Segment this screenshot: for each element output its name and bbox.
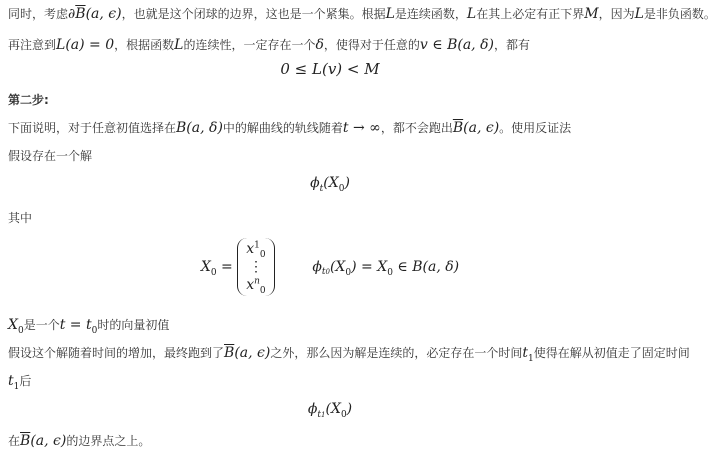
equation-1: 0 ≤ L(v) < M (280, 60, 380, 78)
math-closed-ball: $\overline{B}(a$, ϵ) (452, 120, 500, 136)
math-M: M (584, 6, 599, 22)
text: 。使用反证法 (499, 121, 572, 135)
paragraph-line-8 (8, 373, 32, 392)
math-boundary: $\partial\overline{B}(a$, ϵ) (68, 6, 122, 22)
paragraph-line-3 (8, 121, 571, 135)
math-t-eq-t0: $t = t_0$ (59, 317, 98, 336)
text: ，因为 (598, 7, 635, 21)
text: 的连续性，一定存在一个 (183, 38, 316, 52)
math-t1: $t_1$ (522, 345, 534, 364)
text: 是连续函数， (394, 7, 467, 21)
paragraph-line-1 (8, 7, 716, 21)
text: 假设这个解随着时间的增加，最终跑到了 (8, 346, 225, 360)
paragraph-line-2 (8, 38, 530, 52)
math-closed-ball: $\overline{B}(a$, ϵ) (224, 345, 271, 361)
paragraph-line-7 (8, 345, 690, 364)
text: 同时，考虑 (8, 7, 69, 21)
text: ，根据函数 (114, 38, 175, 52)
math-L: L (466, 6, 477, 22)
text: 在其上必定有正下界 (476, 7, 585, 21)
math-closed-ball: $\overline{B}(a$, ϵ) (20, 433, 67, 449)
math: v ∈ B(a, δ) (419, 37, 494, 53)
text: ，都有 (493, 38, 530, 52)
text: 是非负函数。 (643, 7, 716, 21)
math-t1: $t_1$ (8, 373, 20, 392)
math: L(a) = 0 (56, 37, 115, 53)
text: 的边界点之上。 (66, 434, 151, 448)
column-vector: $x^1_0$ ⋮ $x^n_0$ (237, 238, 274, 296)
text: ，使得对于任意的 (323, 38, 420, 52)
paragraph-line-4: 假设存在一个解 (8, 149, 93, 163)
text: 时的向量初值 (97, 318, 170, 332)
text: 之外，那么因为解是连续的，必定存在一个时间 (270, 346, 523, 360)
text: 是一个 (23, 318, 60, 332)
math-L: L (385, 6, 395, 22)
math-limit: t → ∞ (342, 120, 381, 136)
math-L: L (174, 37, 184, 53)
math-X0: $X_0$ (8, 317, 24, 336)
equation-3 (0, 238, 660, 296)
equation-2: $\phi_t(X_0)$ (310, 175, 350, 194)
paragraph-line-9 (8, 434, 150, 448)
math-ball-delta: B(a, δ) (176, 120, 223, 136)
text: 在 (8, 434, 21, 448)
text: 后 (19, 374, 32, 388)
text: ，都不会跑出 (380, 121, 453, 135)
math-L: L (634, 6, 644, 22)
text: ，也就是这个闭球的边界，这也是一个紧集。根据 (121, 7, 386, 21)
equation-rhs: $\phi_{t0}(X_0) = X_0$ ∈ B(a, δ) (312, 258, 460, 278)
equation-4: $\phi_{t1}(X_0)$ (307, 401, 353, 420)
text: 下面说明，对于任意初值选择在 (8, 121, 177, 135)
math-delta: δ (315, 37, 324, 53)
equation-lhs: $X_0$ = (200, 258, 233, 278)
text: 使得在解从初值走了固定时间 (533, 346, 690, 360)
paragraph-line-6 (8, 317, 170, 336)
paragraph-line-5: 其中 (8, 211, 33, 225)
text: 中的解曲线的轨线随着 (222, 121, 343, 135)
step-heading: 第二步: (8, 93, 49, 107)
text: 再注意到 (8, 38, 57, 52)
